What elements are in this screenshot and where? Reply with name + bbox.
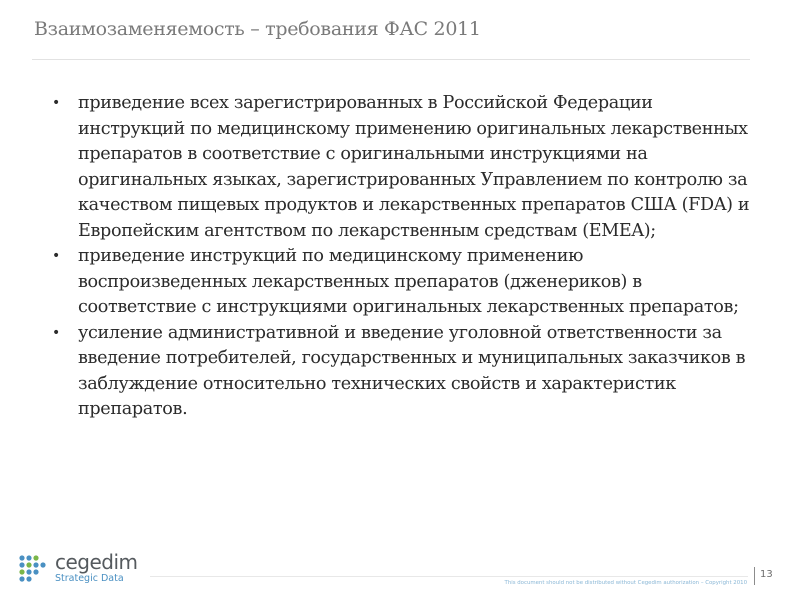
bullet-list [46,91,756,423]
bullet-dot-icon: • [52,248,60,264]
bullet-text: усиление административной и введение уголовной ответственности за введение потребителей, государственных и муниципальных заказчиков в заблуждение относительно технических свойств и характеристик препаратов. [78,322,746,419]
logo-subtitle: Strategic Data [55,573,124,584]
title-divider [32,59,750,60]
bullet-item [46,91,756,244]
company-logo [17,550,147,587]
cegedim-dots-icon [17,553,51,587]
footer-disclaimer: This document should not be distributed without Cegedim authorization – Copyright 2010 [504,580,747,586]
page-number: 13 [760,569,773,580]
page-number-separator [754,567,755,585]
bullet-item [46,321,756,423]
footer-divider [150,576,748,577]
bullet-dot-icon: • [52,324,60,341]
bullet-item [46,244,756,321]
logo-wordmark: cegedim [55,550,138,574]
bullet-text: приведение всех зарегистрированных в Российской Федерации инструкций по медицинскому применению оригинальных лекарственных препаратов в соответствие с оригинальными инструкциями на оригинальных языках, зарегистрированных Управлением по контролю за качеством пищевых продуктов и лекарственных препаратов США (FDA) и Европейским агентством по лекарственным средствам (EMEA); [78,93,750,241]
slide-title: Взаимозаменяемость – требования ФАС 2011 [34,18,481,40]
bullet-dot-icon: • [52,95,60,111]
bullet-text: приведение инструкций по медицинскому применению воспроизведенных лекарственных препаратов (дженериков) в соответствие с инструкциями оригинальных лекарственных препаратов; [78,246,739,317]
